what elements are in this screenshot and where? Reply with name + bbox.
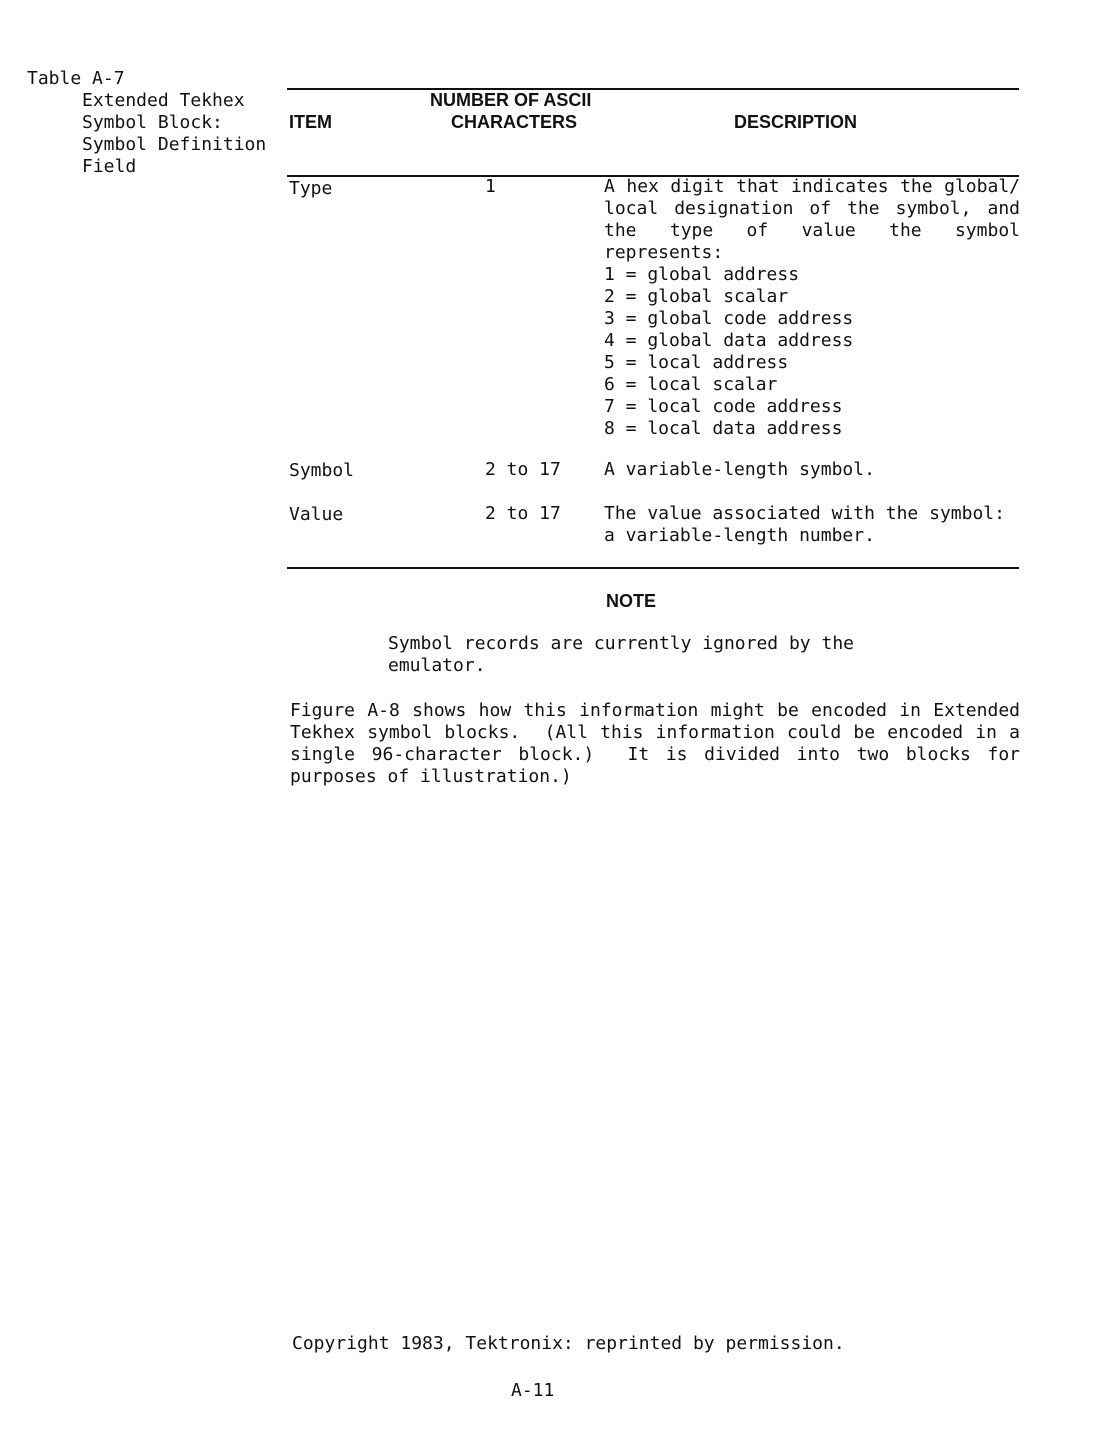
description-line: The value associated with the symbol: — [604, 503, 1005, 524]
note-line: Symbol records are currently ignored by the — [388, 633, 854, 654]
table-top-rule — [287, 88, 1019, 90]
row-description — [604, 459, 1020, 481]
header-item: ITEM — [289, 112, 332, 132]
copyright-notice: Copyright 1983, Tektronix: reprinted by permission. — [292, 1333, 845, 1354]
row-description — [604, 176, 1020, 440]
row-item: Symbol — [289, 460, 355, 481]
note-heading: NOTE — [606, 591, 657, 611]
description-line: 3 = global code address — [604, 308, 854, 329]
description-line: 5 = local address — [604, 352, 789, 373]
description-line: represents: — [604, 242, 724, 263]
body-paragraph — [290, 700, 1020, 788]
table-title-line: Symbol Block: — [82, 112, 223, 133]
description-line: local designation of the symbol, and — [604, 198, 1020, 219]
row-chars: 2 to 17 — [485, 459, 561, 480]
description-line: 8 = local data address — [604, 418, 843, 439]
row-chars: 2 to 17 — [485, 503, 561, 524]
paragraph-line: purposes of illustration.) — [290, 766, 572, 787]
note-line: emulator. — [388, 655, 486, 676]
description-line: 6 = local scalar — [604, 374, 778, 395]
description-line: A hex digit that indicates the global/ — [604, 176, 1020, 197]
row-description — [604, 503, 1020, 547]
header-description: DESCRIPTION — [734, 112, 858, 132]
table-bottom-rule — [287, 567, 1019, 569]
table-label: Table A-7 — [27, 68, 125, 89]
description-line: 2 = global scalar — [604, 286, 789, 307]
header-chars-line1: NUMBER OF ASCII — [430, 90, 592, 110]
table-title-line: Symbol Definition — [82, 134, 267, 155]
header-chars-line2: CHARACTERS — [451, 112, 577, 132]
table-title-line: Field — [82, 156, 137, 177]
description-line: 1 = global address — [604, 264, 800, 285]
page-number: A-11 — [511, 1380, 555, 1401]
row-item: Value — [289, 504, 344, 525]
row-item: Type — [289, 178, 333, 199]
description-line: the type of value the symbol — [604, 220, 1020, 241]
description-line: A variable-length symbol. — [604, 459, 875, 480]
table-title-line: Extended Tekhex — [82, 90, 245, 111]
description-line: a variable-length number. — [604, 525, 875, 546]
description-line: 4 = global data address — [604, 330, 854, 351]
paragraph-line: Tekhex symbol blocks. (All this information could be encoded in a — [290, 722, 1020, 743]
description-line: 7 = local code address — [604, 396, 843, 417]
paragraph-line: single 96-character block.) It is divided into two blocks for — [290, 744, 1020, 765]
paragraph-line: Figure A-8 shows how this information might be encoded in Extended — [290, 700, 1020, 721]
row-chars: 1 — [485, 176, 496, 197]
